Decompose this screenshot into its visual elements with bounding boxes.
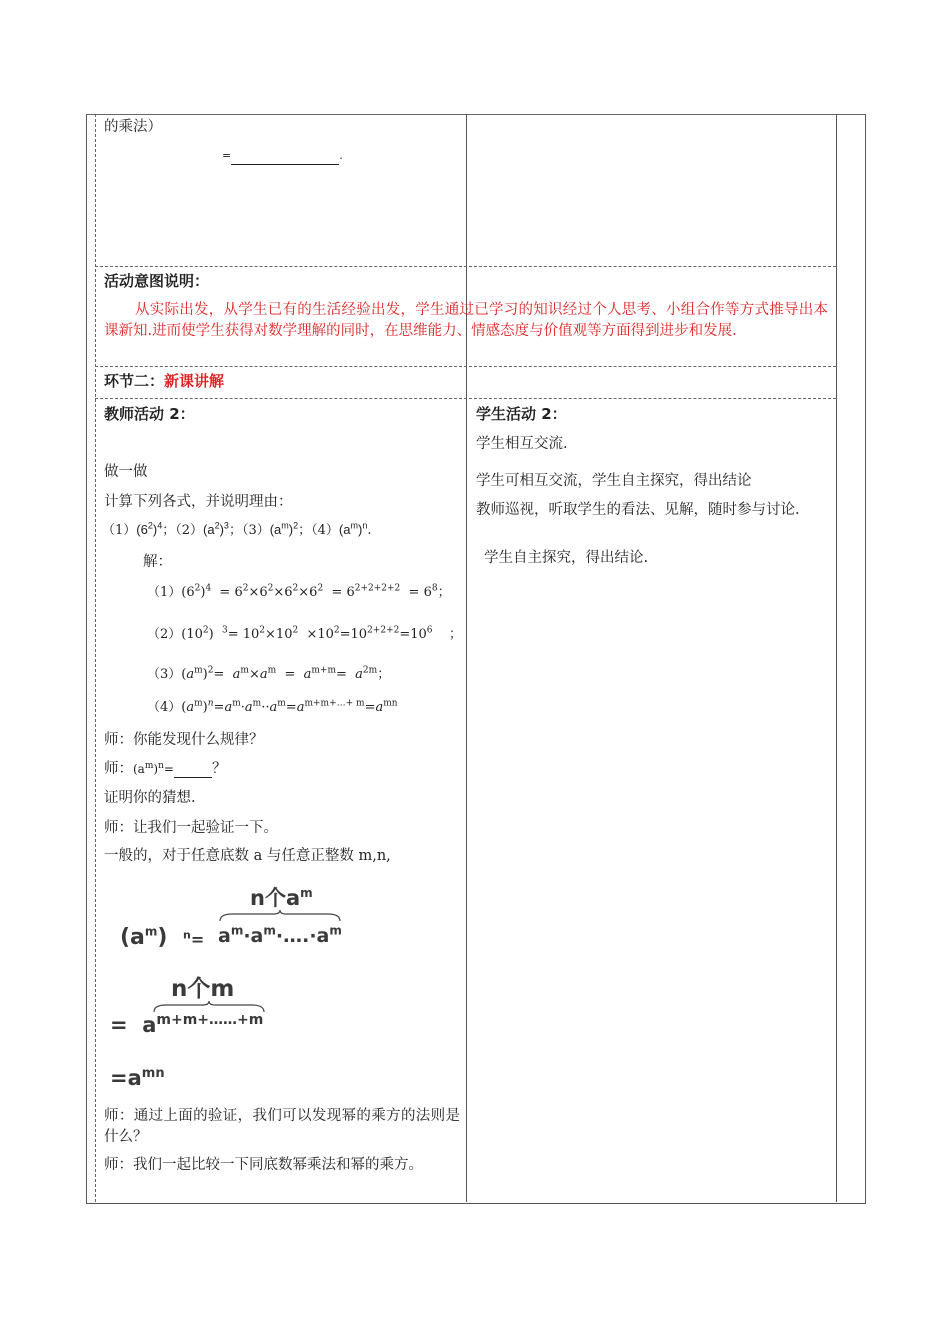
instruction: 计算下列各式，并说明理由： — [104, 494, 293, 510]
ask-pattern: 师：你能发现什么规律？ — [104, 732, 264, 748]
prove-line: 证明你的猜想. — [104, 790, 196, 806]
solution-4: $(4)(a^m)^n=a^m\cdot a^m\cdot\cdot a^m=a^{m+m+\dots+ m}=a^{mn}$ — [147, 698, 398, 715]
solution-2: $(2)(10^2)$ $^3= 10^2\times 10^2 \times 10^2=10^{2+2+2}=10^6$ ； — [147, 625, 463, 642]
row-divider-3 — [95, 398, 836, 399]
solution-3: $(3)(a^m)^2= a^m\times a^m = a^{m+m}= a^{2m}$； — [147, 665, 391, 682]
brace-label-2: n个m — [171, 976, 235, 1002]
row-divider-2 — [95, 366, 836, 367]
student-line-1: 学生相互交流. — [476, 436, 568, 452]
student-line-2: 学生可相互交流，学生自主探究，得出结论 — [476, 473, 752, 489]
intent-title: 活动意图说明： — [104, 272, 210, 290]
intent-body: 从实际出发，从学生已有的生活经验出发，学生通过已学习的知识经过个人思考、小组合作等方式推导出本课新知.进而使学生获得对数学理解的同时，在思维能力、情感态度与价值观等方面得到进步和发展. — [104, 302, 828, 339]
power-lhs: $(a^m)$ — [120, 924, 168, 950]
general-statement: 一般的，对于任意底数 a 与任意正整数 m,n, — [104, 848, 391, 864]
final-result: $=a^{mn}$ — [110, 1066, 165, 1090]
compare-line: 师：我们一起比较一下同底数幂乘法和幂的乘方。 — [104, 1157, 423, 1173]
rule-question: 师：通过上面的验证，我们可以发现幂的乘方的法则是什么？ — [104, 1108, 460, 1145]
product-expansion: $a^m\cdot a^m\cdot\dots.\cdot a^m$ — [218, 923, 342, 947]
row-divider-1 — [95, 266, 836, 267]
brace-label-1: n个$a^m$ — [250, 886, 313, 910]
blank-equation: = . — [222, 147, 343, 165]
column-divider — [466, 114, 467, 1202]
brace-1 — [218, 909, 342, 923]
verify-line: 师：让我们一起验证一下。 — [104, 820, 278, 836]
top-cell-text: 的乘法） — [104, 119, 162, 135]
power-exp-equals: $^n$= — [183, 928, 205, 949]
student-line-3: 教师巡视，听取学生的看法、见解，随时参与讨论. — [476, 502, 800, 518]
sum-exponent: = $a^{m+m+\dots\dots+m}$ — [110, 1012, 264, 1037]
ask-formula: 师：$(a^m)^n=$ ？ — [104, 761, 227, 777]
left-dashed-line — [95, 114, 96, 1202]
try-label: 做一做 — [104, 464, 148, 480]
student-line-4: 学生自主探究，得出结论. — [484, 550, 649, 566]
solution-label: 解： — [143, 554, 172, 570]
solution-1: $(1)(6^2)^4 = 6^2\times 6^2\times 6^2\times 6^2 = 6^{2+2+2+2} = 6^8$； — [147, 583, 451, 600]
teacher-heading: 教师活动 2： — [104, 405, 195, 423]
student-heading: 学生活动 2： — [476, 405, 567, 423]
right-margin-line — [836, 114, 837, 1202]
exercise-questions: $(1)(6^2)^4$；$(2)(a^2)^3$；$(3)(a^m)^2$；$(4)(a^m)^n$. — [102, 520, 372, 538]
section-heading: 环节二：新课讲解 — [104, 372, 225, 390]
